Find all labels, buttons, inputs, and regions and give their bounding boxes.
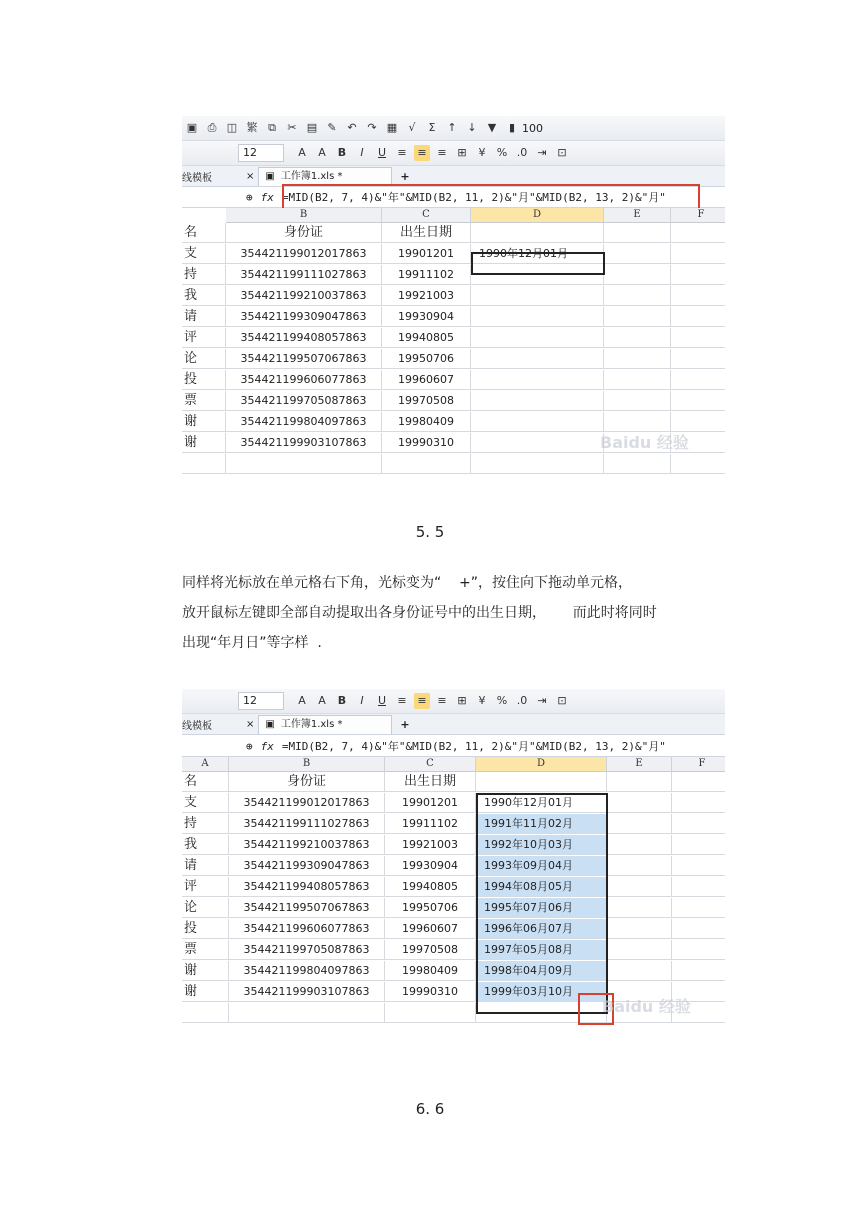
id-cell[interactable]: 354421199210037863 bbox=[229, 835, 385, 855]
fx-icon[interactable]: fx bbox=[260, 190, 274, 204]
bold-icon[interactable]: B bbox=[337, 146, 347, 159]
name-cell[interactable]: 谢 bbox=[182, 433, 226, 453]
birth-cell[interactable]: 19921003 bbox=[382, 286, 471, 306]
align-left-icon[interactable]: ≡ bbox=[397, 146, 407, 159]
id-cell[interactable]: 354421199408057863 bbox=[229, 877, 385, 897]
decimal-icon[interactable]: .0 bbox=[516, 694, 528, 707]
header-cell-result[interactable] bbox=[471, 223, 604, 243]
birth-cell[interactable]: 19911102 bbox=[385, 814, 476, 834]
column-header-a[interactable]: A bbox=[182, 757, 229, 772]
empty-cell[interactable] bbox=[607, 877, 672, 897]
sum-icon[interactable]: Σ bbox=[428, 121, 436, 134]
name-cell[interactable]: 投 bbox=[182, 370, 226, 390]
birth-cell[interactable]: 19980409 bbox=[385, 961, 476, 981]
tab-workbook-label: 工作簿1.xls * bbox=[280, 718, 343, 730]
name-cell[interactable]: 评 bbox=[182, 877, 229, 897]
empty-cell[interactable] bbox=[671, 454, 725, 474]
result-cell[interactable]: 1990年12月01月 bbox=[476, 793, 607, 813]
undo-icon[interactable]: ↶ bbox=[347, 121, 357, 134]
name-cell[interactable]: 请 bbox=[182, 856, 229, 876]
result-cell[interactable] bbox=[471, 391, 604, 411]
empty-cell[interactable] bbox=[229, 1003, 385, 1023]
birth-cell[interactable]: 19901201 bbox=[382, 244, 471, 264]
birth-cell[interactable]: 19901201 bbox=[385, 793, 476, 813]
empty-cell[interactable] bbox=[607, 835, 672, 855]
cut-icon[interactable]: ✂ bbox=[287, 121, 297, 134]
empty-cell[interactable] bbox=[672, 919, 725, 939]
header-cell-id[interactable]: 身份证 bbox=[226, 223, 382, 243]
empty-cell[interactable] bbox=[471, 454, 604, 474]
screenshot-1 bbox=[182, 116, 725, 484]
indent-icon[interactable]: ⇥ bbox=[537, 694, 547, 707]
underline-icon[interactable]: U bbox=[377, 146, 387, 159]
align-left-icon[interactable]: ≡ bbox=[397, 694, 407, 707]
baidu-watermark: Baidu 经验 bbox=[600, 433, 689, 452]
header-cell-e[interactable] bbox=[604, 223, 671, 243]
paragraph-line-1: 同样将光标放在单元格右下角，光标变为“ +”，按住向下拖动单元格， bbox=[182, 575, 633, 591]
column-header-b[interactable]: B bbox=[229, 757, 385, 772]
empty-cell[interactable] bbox=[604, 454, 671, 474]
align-center-icon[interactable]: ≡ bbox=[414, 145, 430, 161]
birth-cell[interactable]: 19950706 bbox=[385, 898, 476, 918]
id-cell[interactable]: 354421199804097863 bbox=[229, 961, 385, 981]
empty-cell[interactable] bbox=[604, 391, 671, 411]
birth-cell[interactable]: 19960607 bbox=[385, 919, 476, 939]
caption-1: 5. 5 bbox=[415, 523, 445, 541]
result-cell[interactable] bbox=[471, 328, 604, 348]
empty-cell[interactable] bbox=[604, 349, 671, 369]
column-header-c[interactable]: C bbox=[385, 757, 476, 772]
empty-cell[interactable] bbox=[607, 919, 672, 939]
result-cell[interactable]: 1992年10月03月 bbox=[476, 835, 607, 855]
header-cell-name[interactable]: 名 bbox=[182, 772, 229, 792]
table-icon[interactable]: ▦ bbox=[386, 121, 398, 134]
formula-text[interactable]: =MID(B2, 7, 4)&"年"&MID(B2, 11, 2)&"月"&MID(B2, 13, 2)&"月" bbox=[281, 740, 666, 753]
name-cell[interactable]: 论 bbox=[182, 898, 229, 918]
currency-icon[interactable]: ¥ bbox=[478, 694, 486, 707]
birth-cell[interactable]: 19921003 bbox=[385, 835, 476, 855]
sheet-icon: ▣ bbox=[265, 718, 275, 730]
birth-cell[interactable]: 19940805 bbox=[382, 328, 471, 348]
shrink-font-icon[interactable]: A bbox=[318, 146, 326, 159]
italic-icon[interactable]: I bbox=[360, 146, 364, 159]
id-cell[interactable]: 354421199012017863 bbox=[226, 244, 382, 264]
empty-cell[interactable] bbox=[671, 307, 725, 327]
empty-cell[interactable] bbox=[607, 961, 672, 981]
format-toolbar bbox=[182, 141, 725, 166]
id-cell[interactable]: 354421199111027863 bbox=[226, 265, 382, 285]
new-tab-icon[interactable]: + bbox=[400, 169, 410, 183]
id-cell[interactable]: 354421199210037863 bbox=[226, 286, 382, 306]
result-cell[interactable]: 1996年06月07月 bbox=[476, 919, 607, 939]
shrink-font-icon[interactable]: A bbox=[318, 694, 326, 707]
name-cell[interactable]: 谢 bbox=[182, 961, 229, 981]
align-center-icon[interactable]: ≡ bbox=[414, 693, 430, 709]
name-cell[interactable]: 支 bbox=[182, 244, 226, 264]
empty-cell[interactable] bbox=[604, 328, 671, 348]
standard-toolbar bbox=[182, 116, 725, 141]
close-icon[interactable]: × bbox=[246, 170, 255, 182]
name-cell[interactable]: 我 bbox=[182, 835, 229, 855]
align-right-icon[interactable]: ≡ bbox=[437, 694, 447, 707]
result-cell[interactable] bbox=[471, 349, 604, 369]
id-cell[interactable]: 354421199309047863 bbox=[226, 307, 382, 327]
format-painter-icon[interactable]: ✎ bbox=[327, 121, 337, 134]
empty-cell[interactable] bbox=[672, 814, 725, 834]
birth-cell[interactable]: 19950706 bbox=[382, 349, 471, 369]
empty-cell[interactable] bbox=[671, 244, 725, 264]
column-header-c[interactable]: C bbox=[382, 208, 471, 223]
tab-workbook[interactable] bbox=[258, 715, 392, 734]
filter-icon[interactable]: ▼ bbox=[487, 121, 497, 134]
id-cell[interactable]: 354421199507067863 bbox=[229, 898, 385, 918]
empty-cell[interactable] bbox=[671, 265, 725, 285]
sort-desc-icon[interactable]: ↓ bbox=[467, 121, 477, 134]
chart-icon[interactable]: ▮ bbox=[508, 121, 516, 134]
empty-cell[interactable] bbox=[607, 793, 672, 813]
header-cell-birth[interactable]: 出生日期 bbox=[382, 223, 471, 243]
empty-cell[interactable] bbox=[672, 856, 725, 876]
name-cell[interactable]: 票 bbox=[182, 391, 226, 411]
column-header-d[interactable]: D bbox=[476, 757, 607, 772]
paragraph-line-3: 出现“年月日”等字样 . bbox=[182, 635, 322, 651]
empty-cell[interactable] bbox=[385, 1003, 476, 1023]
underline-icon[interactable]: U bbox=[377, 694, 387, 707]
empty-cell[interactable] bbox=[607, 940, 672, 960]
empty-cell[interactable] bbox=[671, 391, 725, 411]
font-size-select[interactable]: 12 bbox=[238, 692, 284, 710]
empty-cell[interactable] bbox=[671, 412, 725, 432]
empty-cell[interactable] bbox=[607, 856, 672, 876]
document-tabbar bbox=[182, 714, 725, 735]
zoom-icon[interactable]: ⊕ bbox=[246, 190, 253, 204]
empty-cell[interactable] bbox=[607, 898, 672, 918]
result-cell[interactable]: 1998年04月09月 bbox=[476, 961, 607, 981]
result-cell[interactable]: 1991年11月02月 bbox=[476, 814, 607, 834]
traditional-icon[interactable]: 繁 bbox=[246, 121, 258, 134]
birth-cell[interactable]: 19970508 bbox=[385, 940, 476, 960]
empty-cell[interactable] bbox=[182, 1003, 229, 1023]
id-cell[interactable]: 354421199606077863 bbox=[226, 370, 382, 390]
birth-cell[interactable]: 19970508 bbox=[382, 391, 471, 411]
redo-icon[interactable]: ↷ bbox=[367, 121, 377, 134]
name-cell[interactable]: 持 bbox=[182, 265, 226, 285]
align-right-icon[interactable]: ≡ bbox=[437, 146, 447, 159]
format-toolbar bbox=[182, 689, 725, 714]
name-cell[interactable]: 谢 bbox=[182, 412, 226, 432]
id-cell[interactable]: 354421199903107863 bbox=[229, 982, 385, 1002]
id-cell[interactable]: 354421199606077863 bbox=[229, 919, 385, 939]
decimal-icon[interactable]: .0 bbox=[516, 146, 528, 159]
formula-bar bbox=[182, 736, 725, 757]
result-cell[interactable]: 1995年07月06月 bbox=[476, 898, 607, 918]
id-cell[interactable]: 354421199507067863 bbox=[226, 349, 382, 369]
birth-cell[interactable]: 19990310 bbox=[382, 433, 471, 453]
empty-cell[interactable] bbox=[607, 814, 672, 834]
birth-cell[interactable]: 19940805 bbox=[385, 877, 476, 897]
column-header-d[interactable]: D bbox=[471, 208, 604, 223]
id-cell[interactable]: 354421199804097863 bbox=[226, 412, 382, 432]
result-cell[interactable]: 1997年05月08月 bbox=[476, 940, 607, 960]
header-cell-result[interactable] bbox=[476, 772, 607, 792]
new-tab-icon[interactable]: + bbox=[400, 717, 410, 731]
empty-cell[interactable] bbox=[671, 328, 725, 348]
header-cell-f[interactable] bbox=[672, 772, 725, 792]
font-size-select[interactable]: 12 bbox=[238, 144, 284, 162]
grow-font-icon[interactable]: A bbox=[298, 146, 306, 159]
currency-icon[interactable]: ¥ bbox=[478, 146, 486, 159]
empty-cell[interactable] bbox=[604, 286, 671, 306]
tab-workbook[interactable] bbox=[258, 167, 392, 186]
fx-icon[interactable]: fx bbox=[260, 739, 274, 753]
empty-cell[interactable] bbox=[672, 898, 725, 918]
result-cell[interactable]: 1990年12月01月 bbox=[471, 244, 604, 264]
name-cell[interactable]: 论 bbox=[182, 349, 226, 369]
copy-icon[interactable]: ⧉ bbox=[268, 121, 276, 134]
empty-cell[interactable] bbox=[671, 286, 725, 306]
empty-cell[interactable] bbox=[604, 265, 671, 285]
birth-cell[interactable]: 19990310 bbox=[385, 982, 476, 1002]
indent-icon[interactable]: ⇥ bbox=[537, 146, 547, 159]
birth-cell[interactable]: 19980409 bbox=[382, 412, 471, 432]
column-header-b[interactable]: B bbox=[226, 208, 382, 223]
column-header-e[interactable]: E bbox=[604, 208, 671, 223]
empty-cell[interactable] bbox=[604, 244, 671, 264]
name-cell[interactable]: 我 bbox=[182, 286, 226, 306]
empty-cell[interactable] bbox=[672, 877, 725, 897]
paste-icon[interactable]: ▤ bbox=[306, 121, 318, 134]
header-cell-f[interactable] bbox=[671, 223, 725, 243]
id-cell[interactable]: 354421199903107863 bbox=[226, 433, 382, 453]
name-cell[interactable]: 支 bbox=[182, 793, 229, 813]
empty-cell[interactable] bbox=[604, 370, 671, 390]
empty-cell[interactable] bbox=[672, 940, 725, 960]
name-cell[interactable]: 投 bbox=[182, 919, 229, 939]
border-icon[interactable]: ⊡ bbox=[557, 694, 567, 707]
name-cell[interactable]: 请 bbox=[182, 307, 226, 327]
merge-icon[interactable]: ⊞ bbox=[457, 694, 467, 707]
italic-icon[interactable]: I bbox=[360, 694, 364, 707]
header-cell-birth[interactable]: 出生日期 bbox=[385, 772, 476, 792]
result-cell[interactable]: 1994年08月05月 bbox=[476, 877, 607, 897]
result-cell[interactable] bbox=[471, 412, 604, 432]
zoom-icon[interactable]: ⊕ bbox=[246, 739, 253, 753]
empty-cell[interactable] bbox=[672, 835, 725, 855]
empty-cell[interactable] bbox=[226, 454, 382, 474]
name-cell[interactable]: 评 bbox=[182, 328, 226, 348]
formula-text[interactable]: =MID(B2, 7, 4)&"年"&MID(B2, 11, 2)&"月"&MID(B2, 13, 2)&"月" bbox=[281, 191, 666, 204]
empty-cell[interactable] bbox=[672, 793, 725, 813]
paragraph-line-2: 放开鼠标左键即全部自动提取出各身份证号中的出生日期， 而此时将同时 bbox=[182, 605, 657, 621]
active-cell bbox=[471, 252, 605, 275]
empty-cell[interactable] bbox=[671, 370, 725, 390]
instruction-paragraph bbox=[182, 568, 742, 658]
result-cell[interactable]: 1999年03月10月 bbox=[476, 982, 607, 1002]
tab-workbook-label: 工作簿1.xls * bbox=[280, 170, 343, 182]
id-cell[interactable]: 354421199111027863 bbox=[229, 814, 385, 834]
empty-cell[interactable] bbox=[671, 349, 725, 369]
sheet-icon: ▣ bbox=[265, 170, 275, 182]
birth-cell[interactable]: 19930904 bbox=[382, 307, 471, 327]
tab-template[interactable]: 线模板 bbox=[182, 172, 212, 184]
result-cell[interactable] bbox=[471, 370, 604, 390]
grow-font-icon[interactable]: A bbox=[298, 694, 306, 707]
column-header-f[interactable]: F bbox=[671, 208, 725, 223]
id-cell[interactable]: 354421199408057863 bbox=[226, 328, 382, 348]
birth-cell[interactable]: 19960607 bbox=[382, 370, 471, 390]
id-cell[interactable]: 354421199012017863 bbox=[229, 793, 385, 813]
selection-range bbox=[476, 793, 608, 1014]
sort-asc-icon[interactable]: ↑ bbox=[447, 121, 457, 134]
result-cell[interactable]: 1993年09月04月 bbox=[476, 856, 607, 876]
column-header-e[interactable]: E bbox=[607, 757, 672, 772]
border-icon[interactable]: ⊡ bbox=[557, 146, 567, 159]
function-icon[interactable]: √ bbox=[408, 121, 416, 134]
empty-cell[interactable] bbox=[382, 454, 471, 474]
merge-icon[interactable]: ⊞ bbox=[457, 146, 467, 159]
empty-cell[interactable] bbox=[604, 307, 671, 327]
zoom-level[interactable]: 100 bbox=[522, 121, 543, 135]
column-header-f[interactable]: F bbox=[672, 757, 725, 772]
screenshot-2 bbox=[182, 689, 725, 1049]
close-icon[interactable]: × bbox=[246, 718, 255, 730]
result-cell[interactable] bbox=[471, 286, 604, 306]
result-cell[interactable] bbox=[471, 433, 604, 453]
result-cell[interactable] bbox=[471, 307, 604, 327]
name-cell[interactable]: 票 bbox=[182, 940, 229, 960]
percent-icon[interactable]: % bbox=[496, 146, 508, 159]
empty-cell[interactable] bbox=[182, 454, 226, 474]
header-cell-e[interactable] bbox=[607, 772, 672, 792]
bold-icon[interactable]: B bbox=[337, 694, 347, 707]
name-cell[interactable]: 持 bbox=[182, 814, 229, 834]
header-cell-id[interactable]: 身份证 bbox=[229, 772, 385, 792]
baidu-watermark: Baidu 经验 bbox=[602, 997, 691, 1016]
birth-cell[interactable]: 19930904 bbox=[385, 856, 476, 876]
name-cell[interactable]: 谢 bbox=[182, 982, 229, 1002]
preview-icon[interactable]: ◫ bbox=[226, 121, 238, 134]
id-cell[interactable]: 354421199705087863 bbox=[226, 391, 382, 411]
percent-icon[interactable]: % bbox=[496, 694, 508, 707]
caption-2: 6. 6 bbox=[415, 1100, 445, 1118]
id-cell[interactable]: 354421199705087863 bbox=[229, 940, 385, 960]
print-icon[interactable]: ⎙ bbox=[207, 121, 217, 134]
id-cell[interactable]: 354421199309047863 bbox=[229, 856, 385, 876]
empty-cell[interactable] bbox=[604, 412, 671, 432]
tab-template[interactable]: 线模板 bbox=[182, 720, 212, 732]
birth-cell[interactable]: 19911102 bbox=[382, 265, 471, 285]
header-cell-name[interactable]: 名 bbox=[182, 223, 226, 243]
save-icon[interactable]: ▣ bbox=[186, 121, 198, 134]
empty-cell[interactable] bbox=[672, 961, 725, 981]
